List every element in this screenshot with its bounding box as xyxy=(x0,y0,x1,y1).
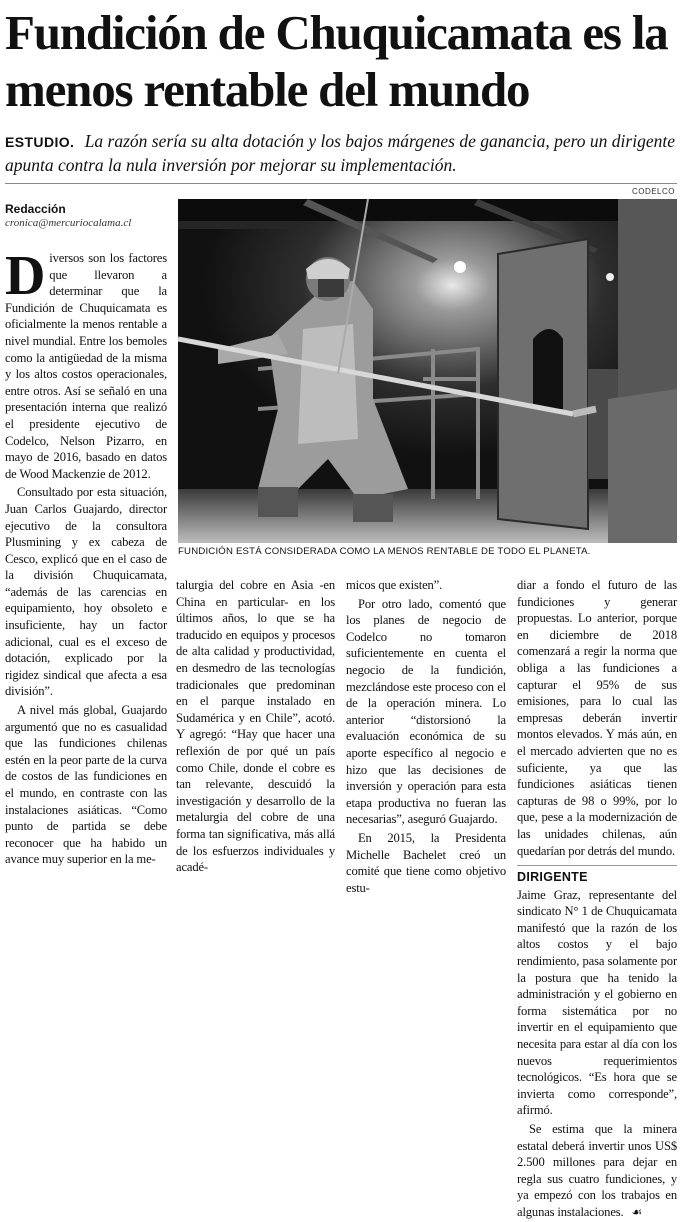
body-column-5 xyxy=(517,865,677,1222)
photo-credit: CODELCO xyxy=(631,187,675,196)
photo-caption: FUNDICIÓN ESTÁ CONSIDERADA COMO LA MENOS RENTABLE DE TODO EL PLANETA. xyxy=(178,546,591,557)
paragraph: micos que existen”. xyxy=(346,578,443,592)
paragraph-text: Se estima que la minera estatal deberá invertir unos US$ 2.500 millones para dejar en regla sus cuatro fundiciones, y ya empezó con los trabajos en algunas instalaciones. xyxy=(517,1121,677,1219)
byline-name: Redacción xyxy=(5,202,66,216)
byline xyxy=(5,202,170,229)
body-column-3 xyxy=(346,577,506,898)
smelter-worker-image xyxy=(178,199,677,543)
paragraph: talurgia del cobre en Asia -en China en particular- en los últimos años, lo que se ha traducido en equipos y procesos de alta calidad y productividad, en desmedro de las tecnologías tradicionales que predominan en el parque instalado en Sudamérica y en Chile”, acotó. Y agregó: “Hay que hacer una reflexión de por qué un país como Chile, donde el cobre es tan relevante, descuidó la investigación y desarrollo de la metalurgia del cobre de una forma tan significativa, más allá de los esfuerzos individuales y acadé- xyxy=(176,578,335,875)
paragraph: Consultado por esta situación, Juan Carlos Guajardo, director ejecutivo de la consultora Plusmining y ex cabeza de Cesco, explicó que en el caso de la división Chuquicamata, “además de las carencias en equipamiento, hoy obsoleto e insuficiente, hay un factor adicional, cual es el exceso de dotación, explicado por la rigidez sindical que afecta a esa división”. xyxy=(5,485,167,699)
drop-cap: D xyxy=(5,245,46,307)
paragraph-text: iversos son los factores que llevaron a determinar que la Fundición de Chuquicamata es oficialmente la menos rentable a nivel mundial. Entre los bemoles como la antigüedad de la misma y los altos costos operacionales, entre otros. Así se señaló en una presentación interna que realizó el presidente ejecutivo de Codelco, Nelson Pizarro, en mayo de 2016, basado en datos de Wood Mackenzie de 2012. xyxy=(5,251,167,481)
byline-email: cronica@mercuriocalama.cl xyxy=(5,217,132,229)
headline: Fundición de Chuquicamata es la menos rentable del mundo xyxy=(5,5,668,117)
paragraph xyxy=(5,245,167,482)
paragraph: diar a fondo el futuro de las fundiciones y generar propuestas. Lo anterior, porque en diciembre de 2018 comenzará a regir la norma que obliga a las fundiciones a capturar el 95% de sus emisiones, para lo cual las empresas deberán invertir montos elevados. Y más aún, en el mercado advierten que no es suficiente, ya que las fundiciones asiáticas tienen capturas de 98 o 99%, por lo que, pese a la modernización de las unidades chilenas, aún quedarían por detrás del mundo. xyxy=(517,578,677,858)
kicker: ESTUDIO. xyxy=(5,134,75,150)
divider xyxy=(5,183,677,184)
body-column-1 xyxy=(5,245,167,870)
paragraph: En 2015, la Presidenta Michelle Bachelet creó un comité que tiene como objetivo estu- xyxy=(346,830,506,895)
end-mark-icon: ☙ xyxy=(631,1204,643,1219)
body-column-2 xyxy=(176,577,335,878)
subhead: DIRIGENTE xyxy=(517,865,677,886)
news-photo xyxy=(178,199,677,543)
body-column-4 xyxy=(517,577,677,861)
deck-text: La razón sería su alta dotación y los bajos márgenes de ganancia, pero un dirigente apunta contra la nula inversión por mejorar su implementación. xyxy=(5,131,675,175)
paragraph: Jaime Graz, representante del sindicato N° 1 de Chuquicamata manifestó que la razón de los altos costos y el bajo rendimiento, pasa solamente por la postura que ha tenido la administración y el gobierno en forma sistemática por no invertir en el equipamiento que necesita para estar al día con los nuevos requerimientos tecnológicos. “Es hora que se invierta como corresponde”, afirmó. xyxy=(517,887,677,1118)
deck xyxy=(5,130,677,177)
paragraph: Por otro lado, comentó que los planes de negocio de Codelco no tomaron suficientemente en cuenta el negocio de la fundición, mezclándose este proceso con el de la operación minera. Lo anterior “distorsionó la evaluación económica de su aporte específico al negocio e hizo que las decisiones de inversión y operación para esta etapa productiva no fueran las necesarias”, aseguró Guajardo. xyxy=(346,596,506,827)
paragraph: A nivel más global, Guajardo argumentó que no es casualidad que las fundiciones chilenas estén en la peor parte de la curva de costos de las fundiciones en el mundo, en contraste con las instalaciones asiáticas. “Como punto de partida se debe reconocer que ha habido un avance muy superior en la me- xyxy=(5,703,167,867)
paragraph xyxy=(517,1121,677,1221)
